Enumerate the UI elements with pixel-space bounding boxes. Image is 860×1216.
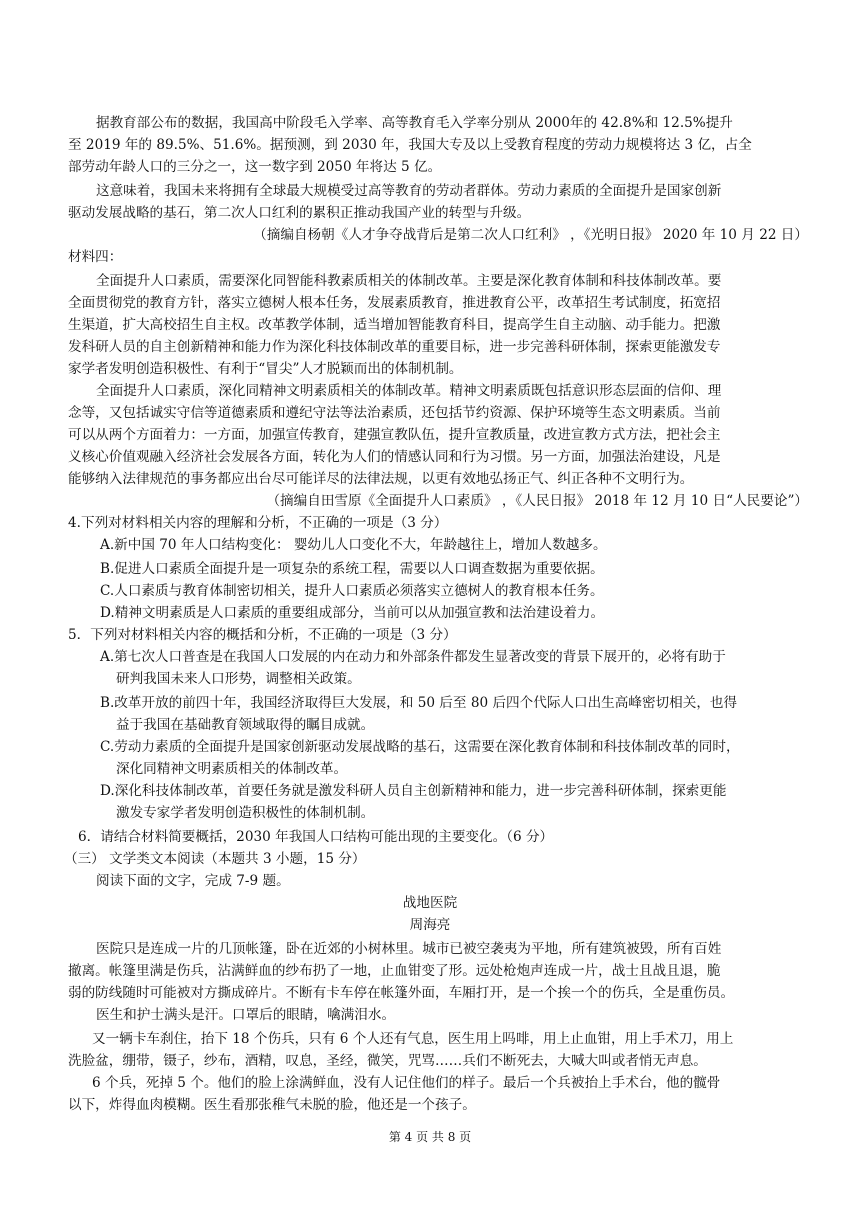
question-4-option-d: D.精神文明素质是人口素质的重要组成部分，当前可以从加强宣教和法治建设着力。 — [100, 605, 605, 621]
paragraph-line: 家学者发明创造积极性、有利于“冒尖”人才脱颖而出的体制机制。 — [68, 361, 463, 377]
paragraph-line: 据教育部公布的数据，我国高中阶段毛入学率、高等教育毛入学率分别从 2000年的 42.8%和 12.5%提升 — [96, 115, 733, 131]
paragraph-line: 撤离。帐篷里满是伤兵，沾满鲜血的纱布扔了一地，止血钳变了形。远处枪炮声连成一片，战士且战且退，脆 — [68, 963, 721, 979]
paragraph-line: 这意味着，我国未来将拥有全球最大规模受过高等教育的劳动者群体。劳动力素质的全面提升是国家创新 — [96, 183, 722, 199]
question-5-option-c: C.劳动力素质的全面提升是国家创新驱动发展战略的基石，这需要在深化教育体制和科技体制改革的同时， — [100, 739, 740, 755]
paragraph-line: 部劳动年龄人口的三分之一，这一数字到 2050 年将达 5 亿。 — [68, 159, 442, 175]
instruction: 阅读下面的文字，完成 7-9 题。 — [96, 873, 290, 889]
paragraph-line: 义核心价值观融入经济社会发展各方面，转化为人们的情感认同和行为习惯。另一方面，加强法治建设，凡是 — [68, 449, 721, 465]
paragraph-line: 能够纳入法律规范的事务都应出台尽可能详尽的法律法规，以更有效地弘扬正气、纠正各种不文明行为。 — [68, 471, 694, 487]
story-author: 周海亮 — [409, 917, 451, 933]
page-footer: 第 4 页 共 8 页 — [388, 1130, 472, 1144]
paragraph-line: 以下，炸得血肉模糊。医生看那张稚气未脱的脸，他还是一个孩子。 — [68, 1097, 476, 1113]
paragraph-line: 6 个兵，死掉 5 个。他们的脸上涂满鲜血，没有人记住他们的样子。最后一个兵被抬上手术台，他的髋骨 — [92, 1075, 721, 1091]
paragraph-line: 弱的防线随时可能被对方撕成碎片。不断有卡车停在帐篷外面，车厢打开，是一个挨一个的伤兵，全是重伤员。 — [68, 985, 735, 1001]
section-heading: （三） 文学类文本阅读（本题共 3 小题，15 分） — [64, 851, 366, 867]
section-heading: 材料四： — [68, 249, 123, 265]
paragraph-line: 念等，又包括诚实守信等道德素质和遵纪守法等法治素质，还包括节约资源、保护环境等生态文明素质。当前 — [68, 405, 721, 421]
source-citation: （摘编自杨朝《人才争夺战背后是第二次人口红利》 ，《光明日报》 2020 年 10 月 22 日） — [253, 227, 808, 243]
paragraph-line: 又一辆卡车刹住，抬下 18 个伤兵，只有 6 个人还有气息，医生用上吗啡，用上止血钳，用上手术刀，用上 — [92, 1031, 734, 1047]
question-5: 5．下列对材料相关内容的概括和分析，不正确的一项是（3 分） — [68, 627, 457, 643]
question-5-option-b: B.改革开放的前四十年，我国经济取得巨大发展，和 50 后至 80 后四个代际人口出生高峰密切相关，也得 — [100, 695, 738, 711]
paragraph-line: 至 2019 年的 89.5%、51.6%。据预测，到 2030 年，我国大专及以上受教育程度的劳动力规模将达 3 亿，占全 — [68, 137, 752, 153]
question-4-option-c: C.人口素质与教育体制密切相关，提升人口素质必须落实立德树人的教育根本任务。 — [100, 583, 604, 599]
paragraph-line: 全面贯彻党的教育方针，落实立德树人根本任务，发展素质教育，推进教育公平，改革招生考试制度，拓宽招 — [68, 295, 721, 311]
question-5-option-c-cont: 深化同精神文明素质相关的体制改革。 — [116, 761, 348, 777]
paragraph-line: 发科研人员的自主创新精神和能力作为深化科技体制改革的重要目标，进一步完善科研体制，探索更能激发专 — [68, 339, 721, 355]
question-4-option-b: B.促进人口素质全面提升是一项复杂的系统工程，需要以人口调查数据为重要依据。 — [100, 561, 604, 577]
question-5-option-a: A.第七次人口普查是在我国人口发展的内在动力和外部条件都发生显著改变的背景下展开的，必将有助于 — [100, 649, 726, 665]
paragraph-line: 驱动发展战略的基石，第二次人口红利的累积正推动我国产业的转型与升级。 — [68, 205, 531, 221]
story-title: 战地医院 — [402, 895, 458, 911]
paragraph-line: 可以从两个方面着力：一方面，加强宣传教育，建强宣教队伍，提升宣教质量，改进宣教方式方法，把社会主 — [68, 427, 721, 443]
paragraph-line: 全面提升人口素质，需要深化同智能科教素质相关的体制改革。主要是深化教育体制和科技体制改革。要 — [96, 273, 722, 289]
question-5-option-a-cont: 研判我国未来人口形势，调整相关政策。 — [116, 671, 361, 687]
paragraph-line: 生渠道，扩大高校招生自主权。改革教学体制，适当增加智能教育科目，提高学生自主动脑、动手能力。把激 — [68, 317, 721, 333]
question-6: 6．请结合材料简要概括，2030 年我国人口结构可能出现的主要变化。（6 分） — [78, 829, 554, 845]
question-5-option-b-cont: 益于我国在基础教育领域取得的瞩目成就。 — [116, 717, 375, 733]
paragraph-line: 医生和护士满头是汗。口罩后的眼睛，噙满泪水。 — [96, 1007, 396, 1023]
question-5-option-d: D.深化科技体制改革，首要任务就是激发科研人员自主创新精神和能力，进一步完善科研体制，探索更能 — [100, 783, 727, 799]
question-4-option-a: A.新中国 70 年人口结构变化： 婴幼儿人口变化不大，年龄越往上，增加人数越多。 — [100, 537, 607, 553]
question-4: 4.下列对材料相关内容的理解和分析，不正确的一项是（3 分） — [68, 515, 448, 531]
paragraph-line: 全面提升人口素质，深化同精神文明素质相关的体制改革。精神文明素质既包括意识形态层面的信仰、理 — [96, 383, 722, 399]
source-citation: （摘编自田雪原《全面提升人口素质》 ，《人民日报》 2018 年 12 月 10 日“人民要论”） — [266, 493, 808, 509]
paragraph-line: 医院只是连成一片的几顶帐篷，卧在近郊的小树林里。城市已被空袭夷为平地，所有建筑被毁，所有百姓 — [96, 941, 722, 957]
paragraph-line: 洗脸盆，绷带，镊子，纱布，酒精，叹息，圣经，微笑，咒骂……兵们不断死去，大喊大叫或者悄无声息。 — [68, 1053, 707, 1069]
question-5-option-d-cont: 激发专家学者发明创造积极性的体制机制。 — [116, 805, 375, 821]
